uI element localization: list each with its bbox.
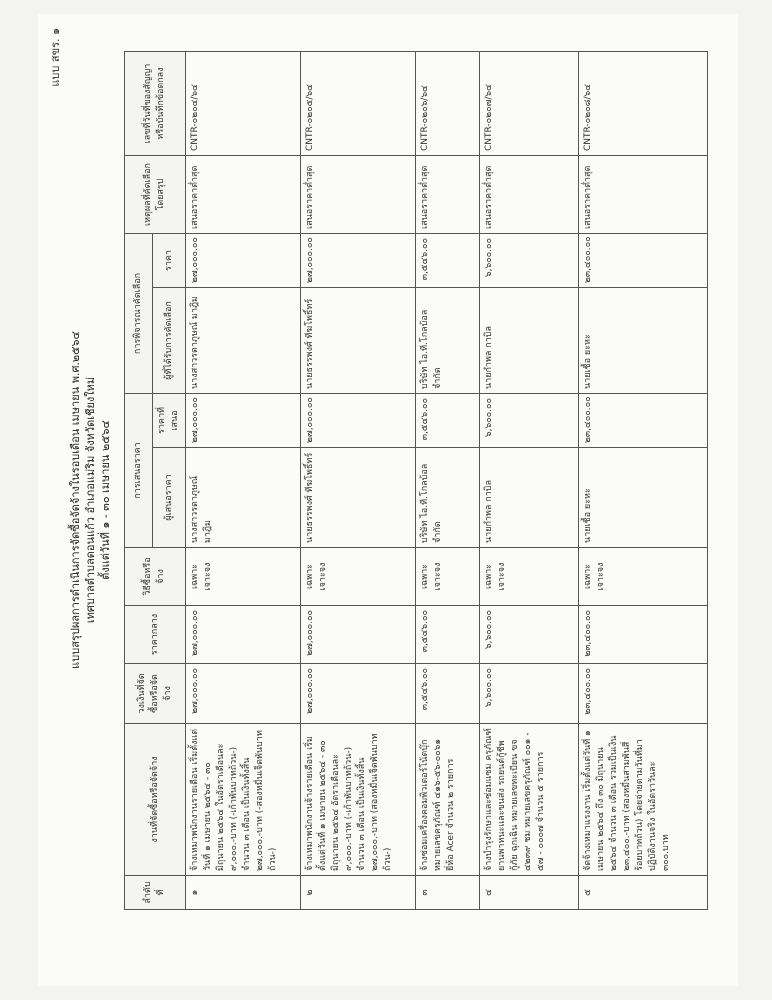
header-bid-price: ราคาที่เสนอ <box>153 394 186 448</box>
table-row <box>578 52 708 910</box>
cell-method: เฉพาะเจาะจง <box>416 548 480 606</box>
table-row <box>416 52 480 910</box>
cell-item: จ้างเหมาพนักงานรายเดือน เริ่มตั้งแต่วันที่ ๑ เมษายน ๒๕๖๔ - ๓๐ มิถุนายน ๒๕๖๔ ในอัตราเดือนละ ๙,๐๐๐.-บาท (-เก้าพันบาทถ้วน-) จำนวน ๓ เดือน เป็นเงินทั้งสิ้น ๒๗,๐๐๐.-บาท (-สองหมื่นเจ็ดพันบาทถ้วน-) <box>186 724 301 876</box>
title-line-1: แบบสรุปผลการดำเนินการจัดซื้อจัดจ้างในรอบเดือน เมษายน พ.ศ.๒๕๖๔ <box>69 331 82 669</box>
cell-winner: นางสาวรดาภูษณ์ มาฎิม <box>186 288 301 394</box>
cell-no: ๑ <box>186 876 301 910</box>
header-selected-price: ราคา <box>153 234 186 288</box>
cell-price: ๓,๕๔๖.๐๐ <box>416 234 480 288</box>
header-contract: เลขที่วันที่ของสัญญาหรือบันทึกข้อตกลง <box>125 52 186 156</box>
cell-method: เฉพาะเจาะจง <box>479 548 578 606</box>
title-line-2: เทศบาลตำบลดอนแก้ว อำเภอแม่ริม จังหวัดเชียงใหม่ <box>84 376 97 624</box>
form-code: แบบ สขร. ๑ <box>49 28 62 87</box>
cell-winner: นายธรรพงศ์ ทีฆโพธิ์ทร์ <box>301 288 416 394</box>
cell-bid-price: ๖,๖๐๐.๐๐ <box>479 394 578 448</box>
header-bidders: การเสนอราคา <box>125 394 153 548</box>
cell-item: จ้างบำรุงรักษาและซ่อมแซม ครุภัณฑ์ยานพาหนะและขนส่ง รถยนต์กู้ชีพ กู้ภัย ฉุกเฉิน หมายเลขทะเบียน ขจ ๔๒๓๙ ชม หมายเลขครุภัณฑ์ ๐๐๑ - ๕๗ - ๐๐๐๗ จำนวน ๕ รายการ <box>479 724 578 876</box>
cell-method: เฉพาะเจาะจง <box>578 548 708 606</box>
cell-bid-price: ๒๗,๐๐๐.๐๐ <box>301 394 416 448</box>
cell-budget: ๒๓,๔๐๐.๐๐ <box>578 664 708 724</box>
cell-winner: นายเชื้อ ยะหะ <box>578 288 708 394</box>
cell-no: ๒ <box>301 876 416 910</box>
header-selected: การพิจารณาคัดเลือก <box>125 234 153 394</box>
cell-reason: เสนอราคาต่ำสุด <box>301 156 416 234</box>
title-line-3: ตั้งแต่วันที่ ๑ - ๓๐ เมษายน ๒๕๖๔ <box>99 420 112 580</box>
cell-budget: ๓,๕๔๖.๐๐ <box>416 664 480 724</box>
cell-bidder: บริษัท ไอ.ที.โกลบ้อล จำกัด <box>416 448 480 548</box>
cell-method: เฉพาะเจาะจง <box>301 548 416 606</box>
header-median: ราคากลาง <box>125 606 186 664</box>
header-method: วิธีซื้อหรือจ้าง <box>125 548 186 606</box>
cell-reason: เสนอราคาต่ำสุด <box>186 156 301 234</box>
cell-price: ๖,๖๐๐.๐๐ <box>479 234 578 288</box>
cell-contract: CNTR-๐๒๐๔/๖๔ <box>186 52 301 156</box>
cell-no: ๔ <box>479 876 578 910</box>
header-no: ลำดับที่ <box>125 876 186 910</box>
cell-median: ๒๗,๐๐๐.๐๐ <box>301 606 416 664</box>
cell-price: ๒๗,๐๐๐.๐๐ <box>186 234 301 288</box>
cell-method: เฉพาะเจาะจง <box>186 548 301 606</box>
cell-bid-price: ๒๓,๔๐๐.๐๐ <box>578 394 708 448</box>
cell-bidder: นายเชื้อ ยะหะ <box>578 448 708 548</box>
rotated-document <box>38 14 738 986</box>
cell-reason: เสนอราคาต่ำสุด <box>479 156 578 234</box>
cell-budget: ๒๗,๐๐๐.๐๐ <box>186 664 301 724</box>
cell-price: ๒๓,๔๐๐.๐๐ <box>578 234 708 288</box>
cell-no: ๓ <box>416 876 480 910</box>
cell-bidder: นายธรรพงศ์ ทีฆโพธิ์ทร์ <box>301 448 416 548</box>
header-bidder-name: ผู้เสนอราคา <box>153 448 186 548</box>
cell-bidder: นายกำพล กาบิล <box>479 448 578 548</box>
cell-bidder: นางสาวรดาภูษณ์ มาฎิม <box>186 448 301 548</box>
cell-median: ๒๗,๐๐๐.๐๐ <box>186 606 301 664</box>
table-row <box>301 52 416 910</box>
header-reason: เหตุผลที่คัดเลือกโดยสรุป <box>125 156 186 234</box>
cell-contract: CNTR-๐๒๐๖/๖๔ <box>416 52 480 156</box>
procurement-table <box>124 51 708 910</box>
cell-contract: CNTR-๐๒๐๘/๖๔ <box>578 52 708 156</box>
cell-reason: เสนอราคาต่ำสุด <box>416 156 480 234</box>
header-item: งานที่จัดซื้อหรือจัดจ้าง <box>125 724 186 876</box>
cell-median: ๖,๖๐๐.๐๐ <box>479 606 578 664</box>
cell-no: ๕ <box>578 876 708 910</box>
cell-budget: ๖,๖๐๐.๐๐ <box>479 664 578 724</box>
cell-winner: บริษัท ไอ.ที.โกลบ้อล จำกัด <box>416 288 480 394</box>
cell-budget: ๒๗,๐๐๐.๐๐ <box>301 664 416 724</box>
cell-bid-price: ๒๗,๐๐๐.๐๐ <box>186 394 301 448</box>
header-selected-name: ผู้ที่ได้รับการคัดเลือก <box>153 288 186 394</box>
table-row <box>186 52 301 910</box>
table-row <box>479 52 578 910</box>
scanned-sheet <box>38 14 738 986</box>
cell-contract: CNTR-๐๒๐๗/๖๔ <box>479 52 578 156</box>
cell-contract: CNTR-๐๒๐๕/๖๔ <box>301 52 416 156</box>
cell-median: ๒๓,๔๐๐.๐๐ <box>578 606 708 664</box>
cell-price: ๒๗,๐๐๐.๐๐ <box>301 234 416 288</box>
cell-median: ๓,๕๔๖.๐๐ <box>416 606 480 664</box>
cell-reason: เสนอราคาต่ำสุด <box>578 156 708 234</box>
cell-bid-price: ๓,๕๔๖.๐๐ <box>416 394 480 448</box>
header-budget: วงเงินที่จัดซื้อหรือจัดจ้าง <box>125 664 186 724</box>
cell-winner: นายกำพล กาบิล <box>479 288 578 394</box>
cell-item: จ้างซ่อมเครื่องคอมพิวเตอร์โน้ตบุ๊ก หมายเลขครุภัณฑ์ ๔๑๖-๕๖-๐๐๖๑ ยี่ห้อ Acer จำนวน ๒ รายการ <box>416 724 480 876</box>
cell-item: จัดจ้างเหมาแรงงาน เริ่มตั้งแต่วันที่ ๑ เมษายน ๒๕๖๔ ถึง ๓๐ มิถุนายน ๒๕๖๔ จำนวน ๓ เดือน รวมเป็นเงิน ๒๓,๔๐๐.-บาท (สองหมื่นสามพันสี่ร้อยบาทถ้วน) โดยจ่ายตามวันที่มาปฏิบัติงานจริง ในอัตราวันละ ๓๐๐.บาท <box>578 724 708 876</box>
document-titles <box>68 14 113 986</box>
cell-item: จ้างเหมาพนักงานจ้างรายเดือน เริ่มตั้งแต่วันที่ ๑ เมษายน ๒๕๖๔ - ๓๐ มิถุนายน ๒๕๖๔ อัตราเดือนละ ๙,๐๐๐.-บาท (-เก้าพันบาทถ้วน-) จำนวน ๓ เดือน เป็นเงินทั้งสิ้น ๒๗,๐๐๐.-บาท (สองหมื่นเจ็ดพันบาทถ้วน-) <box>301 724 416 876</box>
